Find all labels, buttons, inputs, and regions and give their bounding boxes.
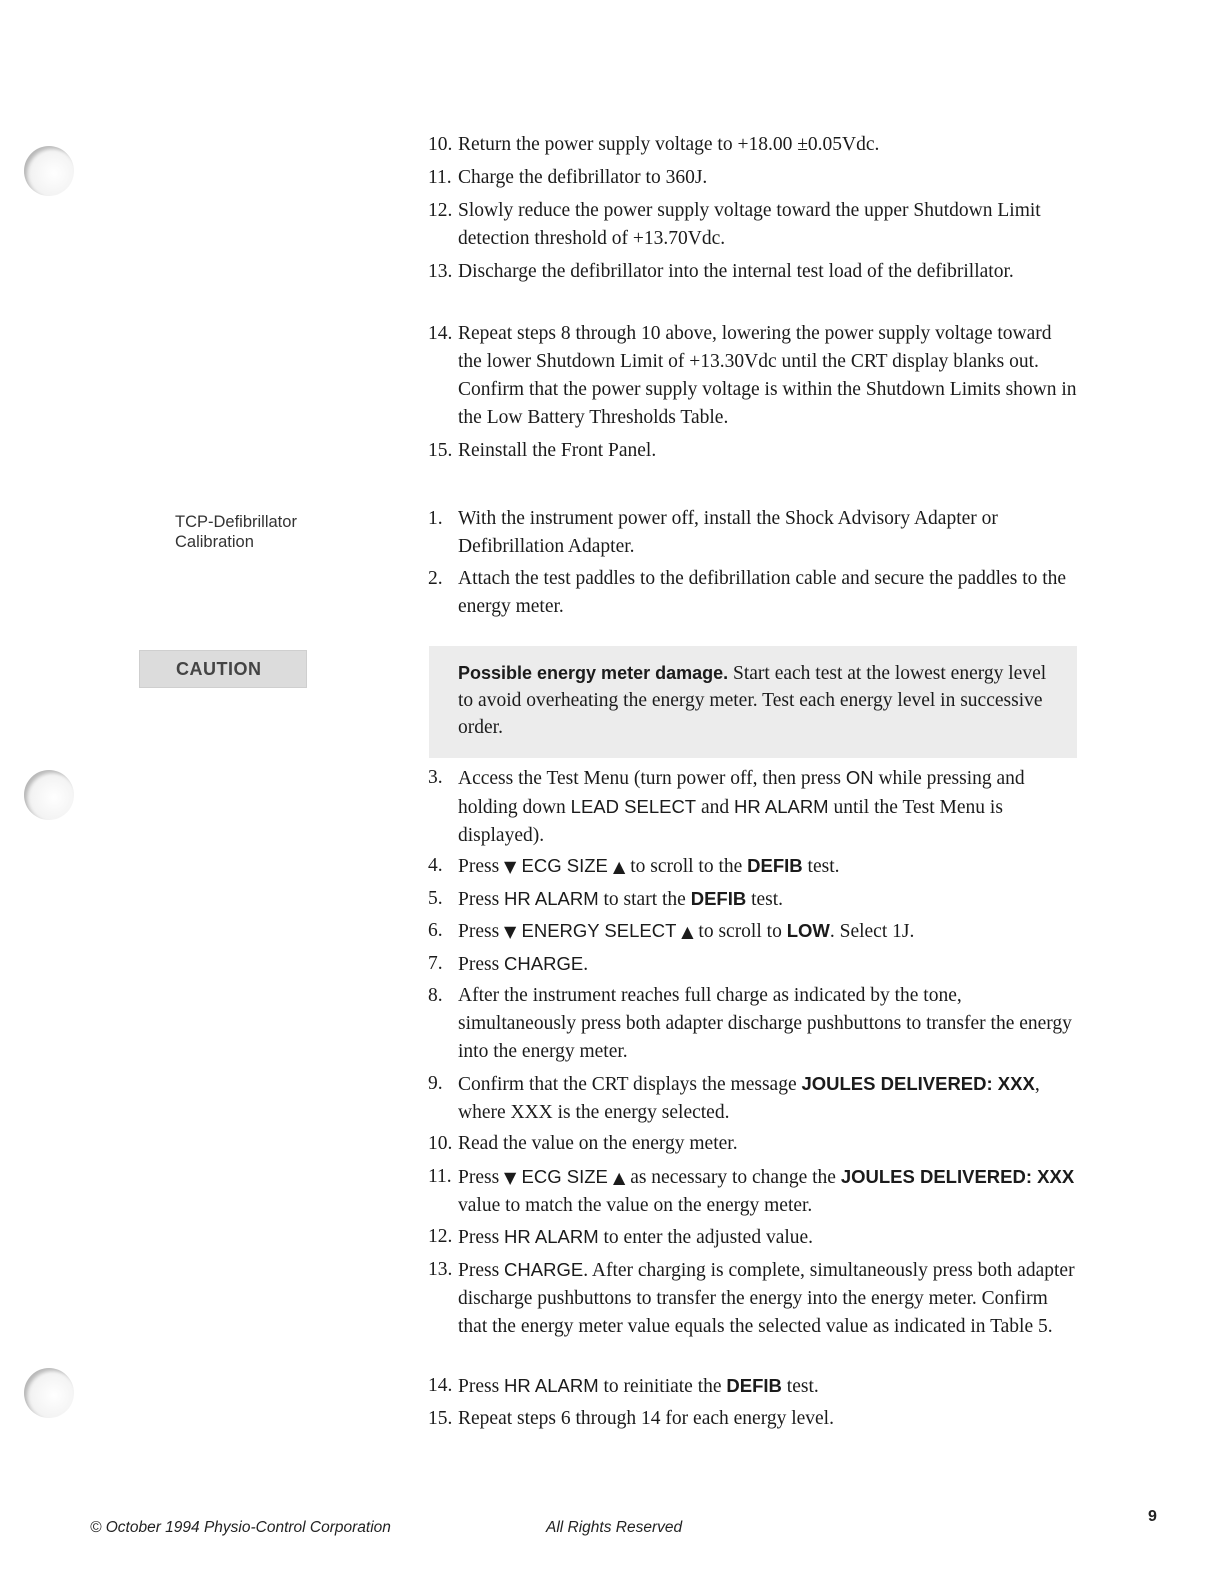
step-item: [428, 1130, 1078, 1158]
triangle-icon: ▲: [613, 1168, 626, 1187]
step-text: [428, 1256, 1078, 1341]
step-text-part: Press: [458, 1376, 505, 1397]
step-item: [428, 950, 1078, 979]
step-text: [428, 320, 1078, 432]
step-text: [428, 1405, 1078, 1433]
binder-hole-middle: [24, 770, 74, 820]
step-text-part: With the instrument power off, install the Shock Advisory Adapter or Defibrillation Adapter.: [458, 508, 998, 557]
step-text-part: Press: [458, 856, 505, 877]
step-number: 12.: [428, 200, 453, 221]
step-text-part: , where XXX is the energy selected.: [458, 1074, 1040, 1123]
step-text: [428, 164, 1078, 192]
triangle-icon: ▲: [613, 857, 626, 876]
caution-text: [458, 660, 1058, 741]
step-text: [428, 258, 1078, 286]
section-heading-line2: Calibration: [175, 533, 254, 551]
step-text: [428, 505, 1078, 561]
step-text-part: ON: [845, 767, 874, 788]
step-item: [428, 1070, 1078, 1127]
step-text-part: DEFIB: [726, 1375, 782, 1396]
step-item: [428, 1405, 1078, 1433]
step-text: [428, 764, 1078, 850]
step-text: [428, 565, 1078, 621]
binder-hole-top: [24, 146, 74, 196]
step-number: 15.: [428, 440, 453, 461]
step-text-part: . Select 1J.: [829, 921, 915, 942]
step-text: [428, 885, 1078, 914]
triangle-icon: ▼: [504, 1168, 517, 1187]
step-text: [428, 1223, 1078, 1252]
step-number: 4.: [428, 855, 443, 876]
footer-rights: All Rights Reserved: [546, 1519, 683, 1536]
step-item: [428, 1372, 1078, 1401]
step-text-part: DEFIB: [747, 855, 803, 876]
step-number: 12.: [428, 1226, 453, 1247]
step-text-part: HR ALARM: [504, 1375, 599, 1396]
step-text-part: CHARGE: [504, 953, 584, 974]
step-number: 6.: [428, 920, 443, 941]
step-text-part: LOW: [786, 920, 830, 941]
step-number: 11.: [428, 167, 452, 188]
step-text-part: HR ALARM: [734, 796, 829, 817]
step-text-part: Press: [458, 889, 505, 910]
step-item: [428, 852, 1078, 881]
step-item: [428, 197, 1078, 253]
step-item: [428, 320, 1078, 432]
step-number: 10.: [428, 134, 453, 155]
step-text-part: Discharge the defibrillator into the internal test load of the defibrillator.: [458, 261, 1014, 282]
step-text-part: test.: [746, 889, 784, 910]
step-text: [428, 1070, 1078, 1127]
step-text-part: Confirm that the CRT displays the message: [458, 1074, 802, 1095]
step-item: [428, 982, 1078, 1066]
step-text: [428, 1163, 1078, 1220]
step-text-part: Repeat steps 6 through 14 for each energy level.: [458, 1408, 834, 1429]
step-text-part: . After charging is complete, simultaneously press both adapter discharge pushbuttons to transfer the energy into the energy meter. Confirm that the energy meter value equals the selected value as indicated in Table 5.: [458, 1260, 1075, 1337]
step-text-part: to start the: [598, 889, 691, 910]
step-text-part: HR ALARM: [504, 888, 599, 909]
caution-body: Start each test at the lowest energy level to avoid overheating the energy meter. Test each energy level in successive order.: [458, 663, 1047, 738]
caution-lead: Possible energy meter damage.: [458, 663, 729, 683]
step-text-part: Press: [458, 1167, 505, 1188]
caution-label-text: CAUTION: [176, 659, 262, 679]
step-number: 7.: [428, 953, 443, 974]
step-item: [428, 437, 1078, 465]
step-item: [428, 1256, 1078, 1341]
section-heading-line1: TCP-Defibrillator: [175, 513, 297, 531]
step-number: 9.: [428, 1073, 443, 1094]
step-text-part: JOULES DELIVERED: XXX: [801, 1073, 1035, 1094]
step-text-part: Read the value on the energy meter.: [458, 1133, 738, 1154]
step-text-part: Access the Test Menu (turn power off, then press: [458, 768, 846, 789]
step-number: 13.: [428, 1259, 453, 1280]
step-text-part: Repeat steps 8 through 10 above, lowering the power supply voltage toward the lower Shutdown Limit of +13.30Vdc until the CRT display blanks out. Confirm that the power supply voltage is within the Shutdown Limits shown in the Low Battery Thresholds Table.: [458, 323, 1077, 428]
step-text: [428, 131, 1078, 159]
step-item: [428, 131, 1078, 159]
section-heading: [175, 512, 375, 552]
step-text-part: Press: [458, 921, 505, 942]
step-item: [428, 885, 1078, 914]
step-item: [428, 917, 1078, 946]
step-text: [428, 917, 1078, 946]
step-item: [428, 164, 1078, 192]
step-number: 10.: [428, 1133, 453, 1154]
step-item: [428, 505, 1078, 561]
step-text-part: .: [583, 954, 589, 975]
step-item: [428, 565, 1078, 621]
step-text-part: HR ALARM: [504, 1226, 599, 1247]
triangle-icon: ▼: [504, 857, 517, 876]
binder-hole-bottom: [24, 1368, 74, 1418]
step-item: [428, 1163, 1078, 1220]
step-text: [428, 437, 1078, 465]
step-text-part: while pressing and holding down: [458, 768, 1025, 818]
step-text-part: After the instrument reaches full charge as indicated by the tone, simultaneously press both adapter discharge pushbuttons to transfer the energy into the energy meter.: [458, 985, 1072, 1062]
step-text-part: Reinstall the Front Panel.: [458, 440, 657, 461]
step-text-part: ECG SIZE: [516, 855, 613, 876]
step-text-part: Press: [458, 1260, 505, 1281]
step-number: 11.: [428, 1166, 452, 1187]
step-text-part: Return the power supply voltage to +18.00 ±0.05Vdc.: [458, 134, 880, 155]
step-item: [428, 764, 1078, 850]
caution-label: [139, 650, 307, 688]
step-text-part: and: [696, 797, 735, 818]
step-text: [428, 1372, 1078, 1401]
page-number: 9: [1148, 1508, 1157, 1525]
step-text-part: JOULES DELIVERED: XXX: [840, 1166, 1075, 1187]
step-text-part: to enter the adjusted value.: [598, 1227, 814, 1248]
step-text-part: to reinitiate the: [598, 1376, 727, 1397]
step-number: 1.: [428, 508, 443, 529]
step-text-part: Press: [458, 954, 505, 975]
step-text-part: to scroll to: [693, 921, 787, 942]
step-text-part: until the Test Menu is displayed).: [458, 797, 1003, 846]
step-number: 3.: [428, 767, 443, 788]
step-number: 5.: [428, 888, 443, 909]
step-number: 13.: [428, 261, 453, 282]
footer-copyright: © October 1994 Physio-Control Corporation: [90, 1519, 391, 1536]
step-number: 14.: [428, 1375, 453, 1396]
step-text: [428, 197, 1078, 253]
step-text-part: Charge the defibrillator to 360J.: [458, 167, 708, 188]
step-number: 15.: [428, 1408, 453, 1429]
step-text: [428, 950, 1078, 979]
step-text-part: LEAD SELECT: [570, 796, 697, 817]
step-item: [428, 258, 1078, 286]
step-text-part: ECG SIZE: [516, 1166, 613, 1187]
triangle-icon: ▲: [681, 922, 694, 941]
step-text-part: value to match the value on the energy meter.: [458, 1195, 813, 1216]
step-item: [428, 1223, 1078, 1252]
step-text: [428, 1130, 1078, 1158]
step-text-part: test.: [802, 856, 840, 877]
step-text-part: Attach the test paddles to the defibrillation cable and secure the paddles to the energy meter.: [458, 568, 1067, 617]
step-number: 8.: [428, 985, 443, 1006]
step-number: 2.: [428, 568, 443, 589]
step-text-part: as necessary to change the: [625, 1167, 841, 1188]
step-text-part: test.: [781, 1376, 819, 1397]
step-text-part: ENERGY SELECT: [516, 920, 682, 941]
step-text-part: CHARGE: [504, 1259, 584, 1280]
step-text: [428, 982, 1078, 1066]
step-text-part: to scroll to the: [625, 856, 748, 877]
step-number: 14.: [428, 323, 453, 344]
step-text-part: DEFIB: [690, 888, 747, 909]
step-text-part: Press: [458, 1227, 505, 1248]
step-text: [428, 852, 1078, 881]
triangle-icon: ▼: [504, 922, 517, 941]
step-text-part: Slowly reduce the power supply voltage toward the upper Shutdown Limit detection threshold of +13.70Vdc.: [458, 200, 1041, 249]
